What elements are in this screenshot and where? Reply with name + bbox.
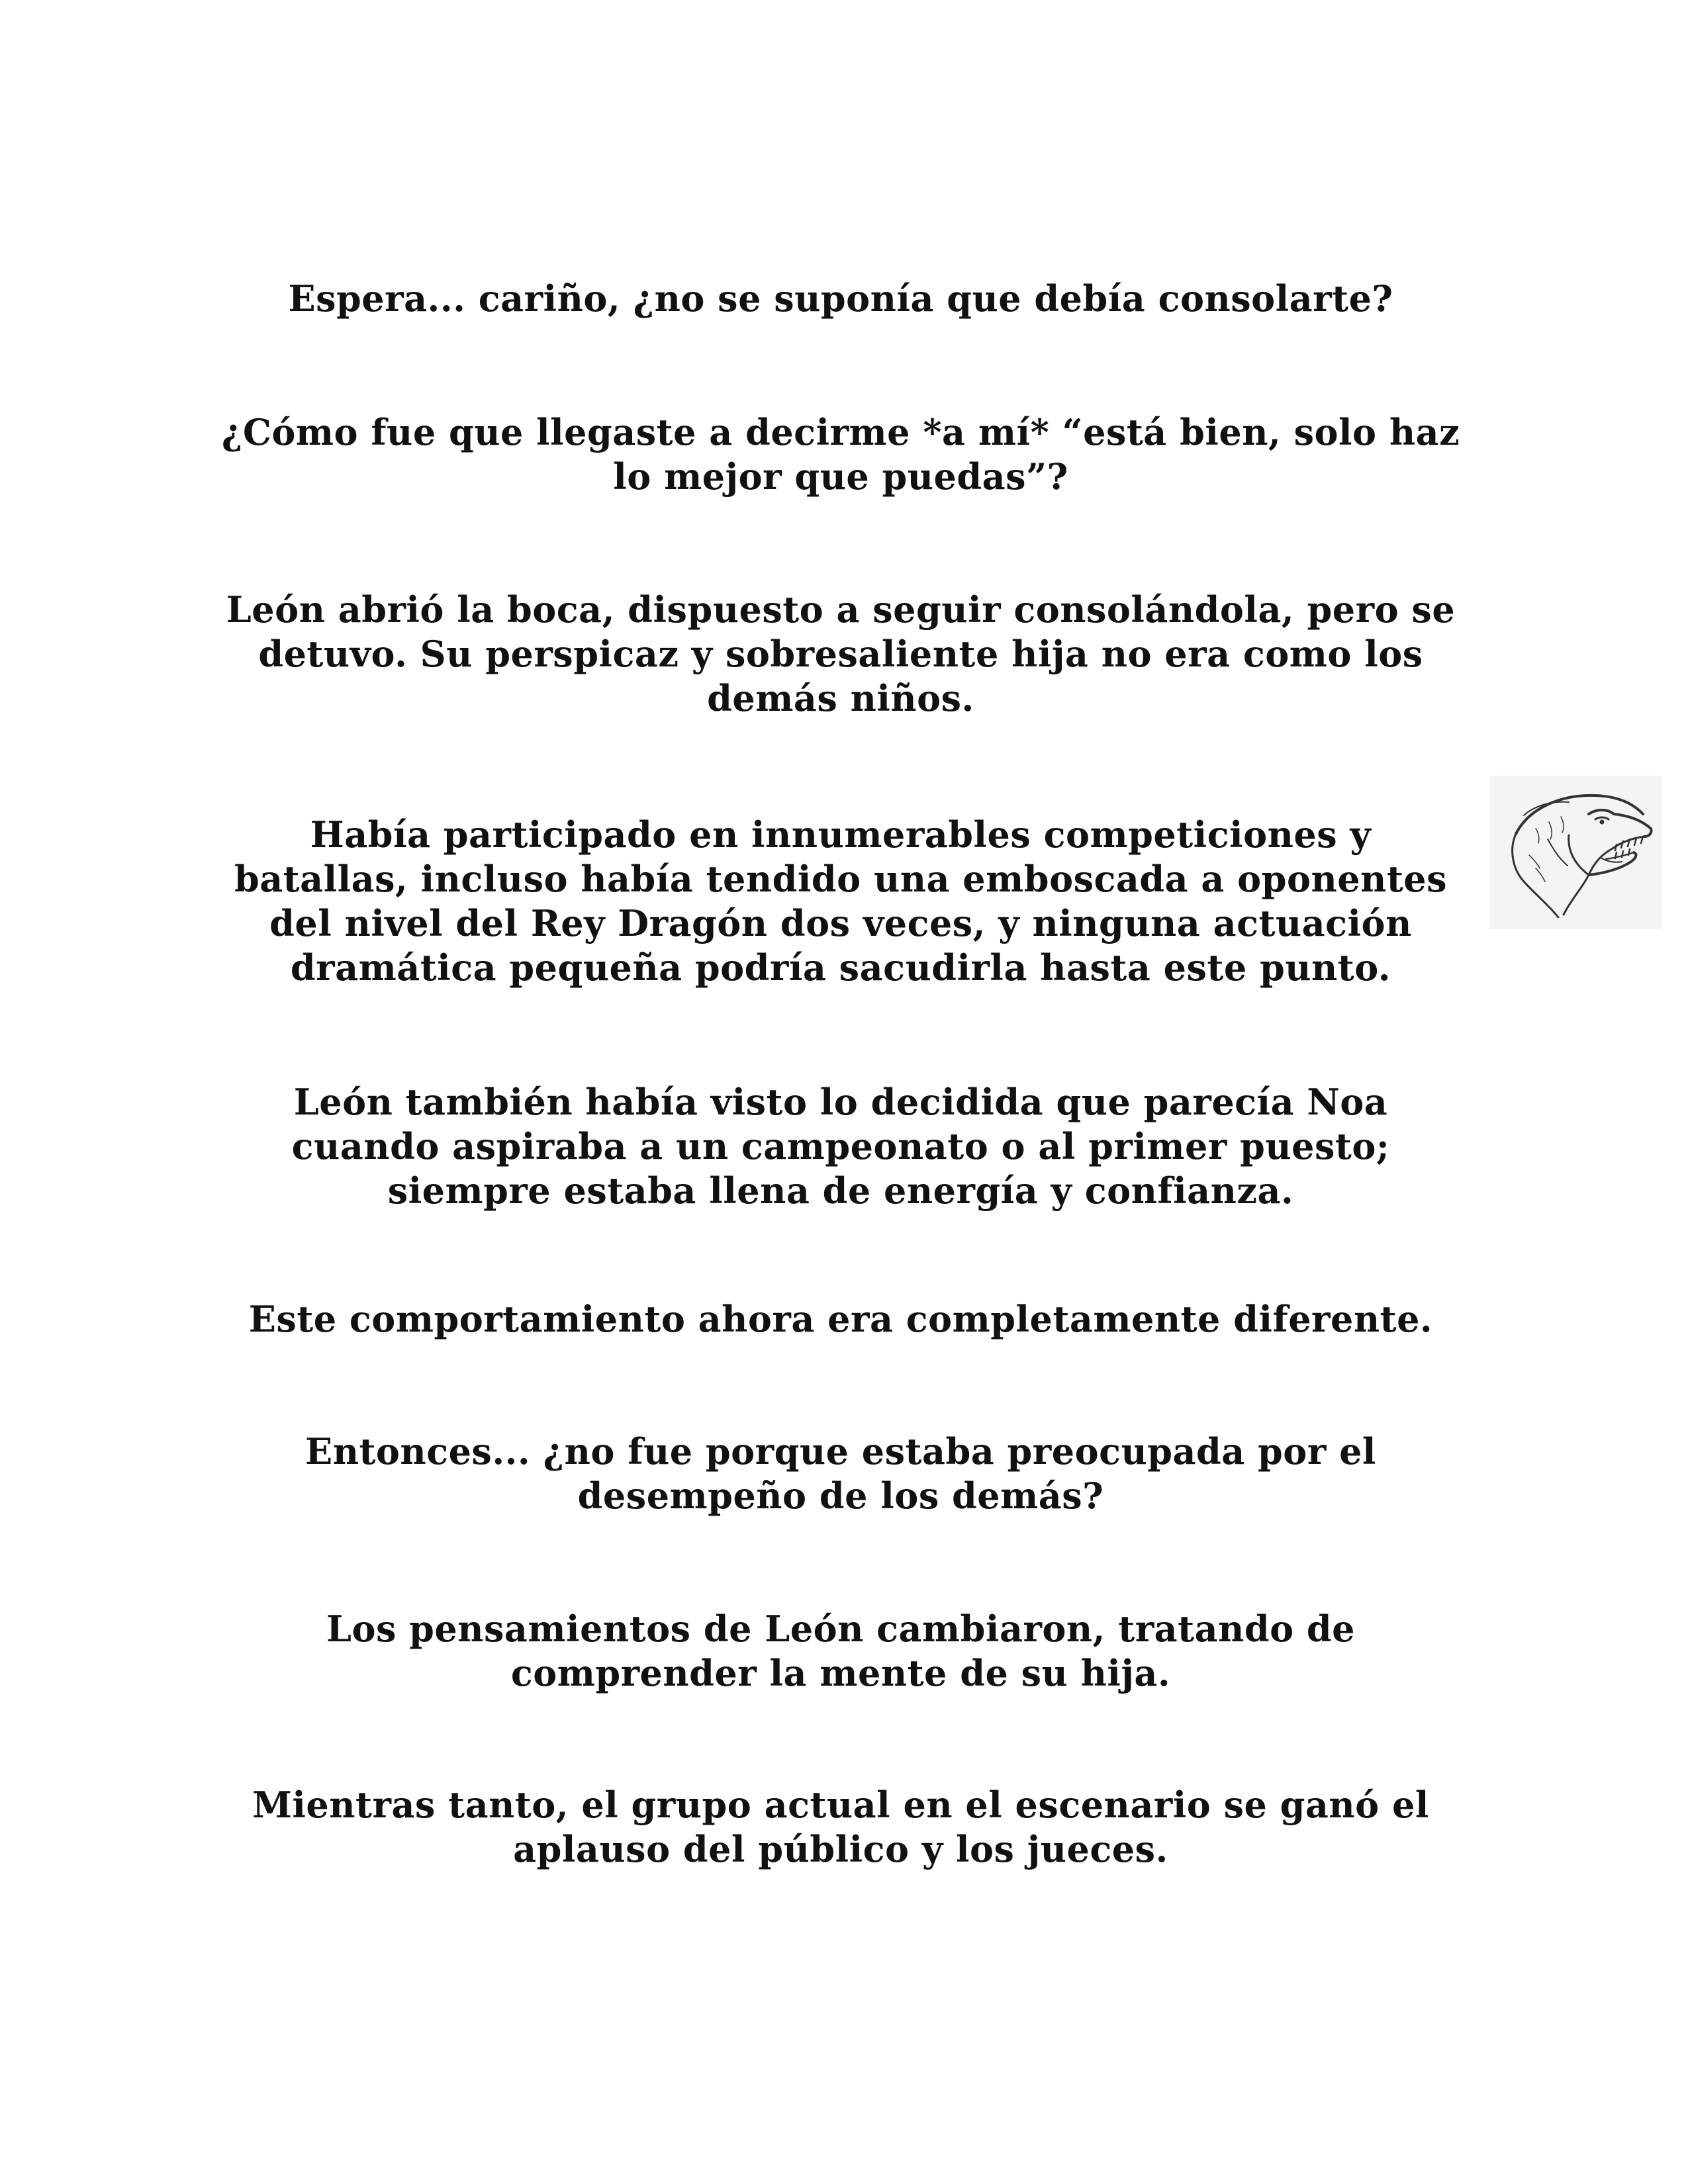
paragraph-6: Este comportamiento ahora era completamente diferente. [248, 1298, 1433, 1340]
paragraph-3: León abrió la boca, dispuesto a seguir consolándola, pero se detuvo. Su perspicaz y sobresaliente hija no era como los demás niños. [226, 588, 1456, 719]
paragraph-9: Mientras tanto, el grupo actual en el escenario se ganó el aplauso del público y los jueces. [252, 1784, 1429, 1870]
paragraph-4: Había participado en innumerables competiciones y batallas, incluso había tendido una emboscada a oponentes del nivel del Rey Dragón dos veces, y ninguna actuación dramática pequeña podría sacudirla hasta este punto. [234, 813, 1448, 989]
paragraph-2: ¿Cómo fue que llegaste a decirme *a mí* “está bien, solo haz lo mejor que puedas”? [221, 411, 1460, 498]
paragraph-5: León también había visto lo decidida que parecía Noa cuando aspiraba a un campeonato o al primer puesto; siempre estaba llena de energía y confianza. [291, 1081, 1390, 1212]
paragraph-1: Espera... cariño, ¿no se suponía que debía consolarte? [288, 277, 1393, 320]
dinosaur-head-sketch-icon [1489, 776, 1662, 929]
paragraph-8: Los pensamientos de León cambiaron, tratando de comprender la mente de su hija. [326, 1608, 1356, 1694]
paragraph-7: Entonces... ¿no fue porque estaba preocupada por el desempeño de los demás? [305, 1430, 1376, 1517]
